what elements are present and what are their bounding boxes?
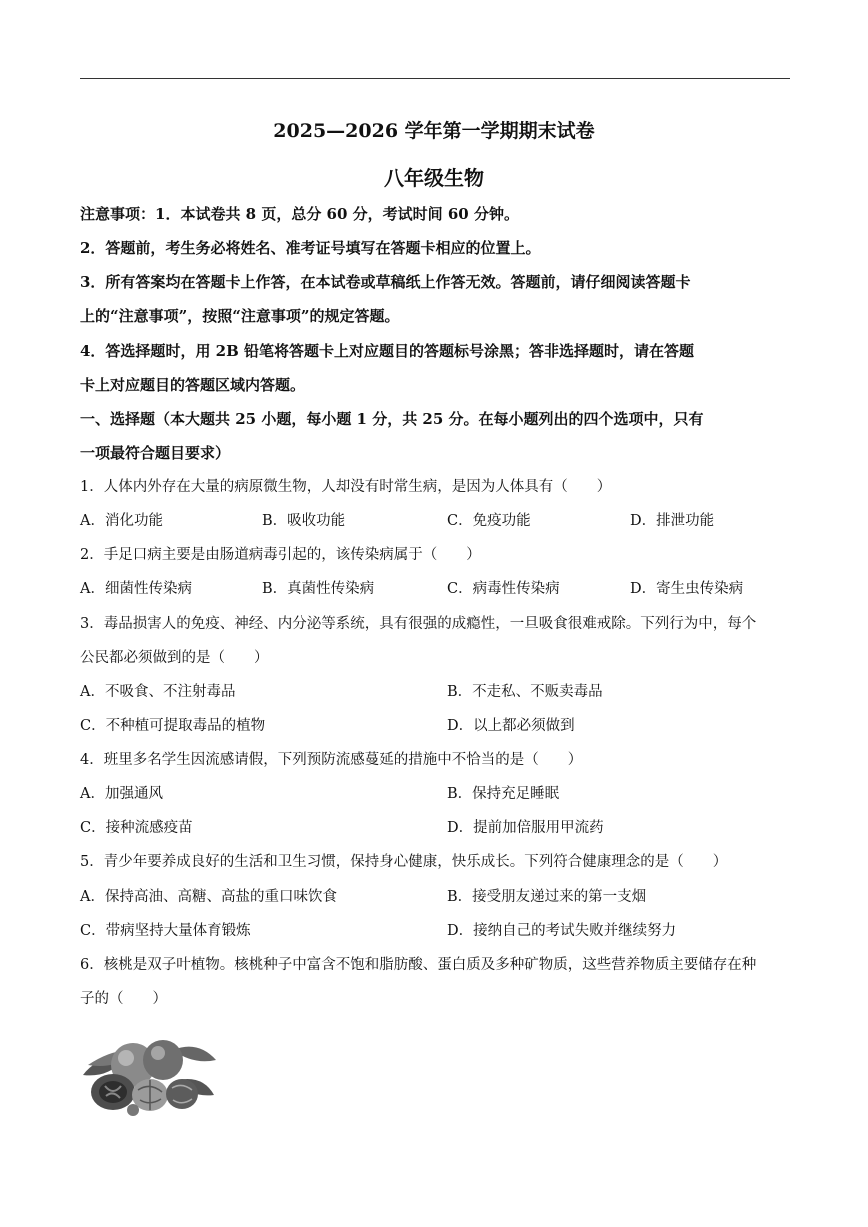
q4-option-d: D．提前加倍服用甲流药	[447, 820, 604, 836]
q2-option-b: B．真菌性传染病	[262, 581, 375, 597]
notice-line: 4．答选择题时，用 2B 铅笔将答题卡上对应题目的答题标号涂黑；答非选择题时，请在答题	[80, 342, 695, 360]
question-3-stem-cont: 公民都必须做到的是（ ）	[80, 650, 269, 666]
q1-option-c: C．免疫功能	[447, 513, 531, 529]
q1-option-a: A．消化功能	[80, 513, 163, 529]
q4-option-a: A．加强通风	[80, 786, 163, 802]
notice-line: 卡上对应题目的答题区域内答题。	[80, 376, 306, 394]
question-5-stem: 5．青少年要养成良好的生活和卫生习惯，保持身心健康，快乐成长。下列符合健康理念的是（ ）	[80, 854, 728, 870]
q2-option-a: A．细菌性传染病	[80, 581, 192, 597]
question-3-stem: 3．毒品损害人的免疫、神经、内分泌等系统，具有很强的成瘾性，一旦吸食很难戒除。下列行为中，每个	[80, 616, 757, 632]
q3-option-d: D．以上都必须做到	[447, 718, 575, 734]
question-4-stem: 4．班里多名学生因流感请假，下列预防流感蔓延的措施中不恰当的是（ ）	[80, 752, 583, 768]
exam-subtitle: 八年级生物	[384, 166, 484, 190]
section-heading-cont: 一项最符合题目要求）	[80, 444, 231, 462]
question-1-stem: 1．人体内外存在大量的病原微生物，人却没有时常生病，是因为人体具有（ ）	[80, 479, 612, 495]
notice-line: 3．所有答案均在答题卡上作答，在本试卷或草稿纸上作答无效。答题前，请仔细阅读答题卡	[80, 273, 691, 291]
q1-option-b: B．吸收功能	[262, 513, 346, 529]
walnut-fruit-icon	[143, 1040, 183, 1080]
q3-option-c: C．不种植可提取毒品的植物	[80, 718, 266, 734]
q1-option-d: D．排泄功能	[630, 513, 715, 529]
walnut-shell-icon	[166, 1079, 198, 1109]
notice-line: 2．答题前，考生务必将姓名、准考证号填写在答题卡相应的位置上。	[80, 239, 541, 257]
q2-option-d: D．寄生虫传染病	[630, 581, 744, 597]
walnut-image	[78, 1020, 218, 1120]
section-heading: 一、选择题（本大题共 25 小题，每小题 1 分，共 25 分。在每小题列出的四个选项中，只有	[80, 410, 704, 428]
notice-line: 注意事项：1．本试卷共 8 页，总分 60 分，考试时间 60 分钟。	[80, 205, 519, 223]
header-rule	[80, 78, 790, 79]
q5-option-c: C．带病坚持大量体育锻炼	[80, 923, 251, 939]
notice-line: 上的“注意事项”，按照“注意事项”的规定答题。	[80, 307, 400, 325]
q4-option-c: C．接种流感疫苗	[80, 820, 193, 836]
question-6-stem-cont: 子的（ ）	[80, 991, 167, 1007]
q3-option-b: B．不走私、不贩卖毒品	[447, 684, 603, 700]
question-2-stem: 2．手足口病主要是由肠道病毒引起的，该传染病属于（ ）	[80, 547, 481, 563]
q5-option-b: B．接受朋友递过来的第一支烟	[447, 889, 647, 905]
q2-option-c: C．病毒性传染病	[447, 581, 560, 597]
question-6-stem: 6．核桃是双子叶植物。核桃种子中富含不饱和脂肪酸、蛋白质及多种矿物质，这些营养物质主要储存在种	[80, 957, 757, 973]
q5-option-d: D．接纳自己的考试失败并继续努力	[447, 923, 677, 939]
exam-title: 2025—2026 学年第一学期期末试卷	[273, 120, 595, 142]
q3-option-a: A．不吸食、不注射毒品	[80, 684, 236, 700]
q5-option-a: A．保持高油、高糖、高盐的重口味饮食	[80, 889, 337, 905]
q4-option-b: B．保持充足睡眠	[447, 786, 560, 802]
